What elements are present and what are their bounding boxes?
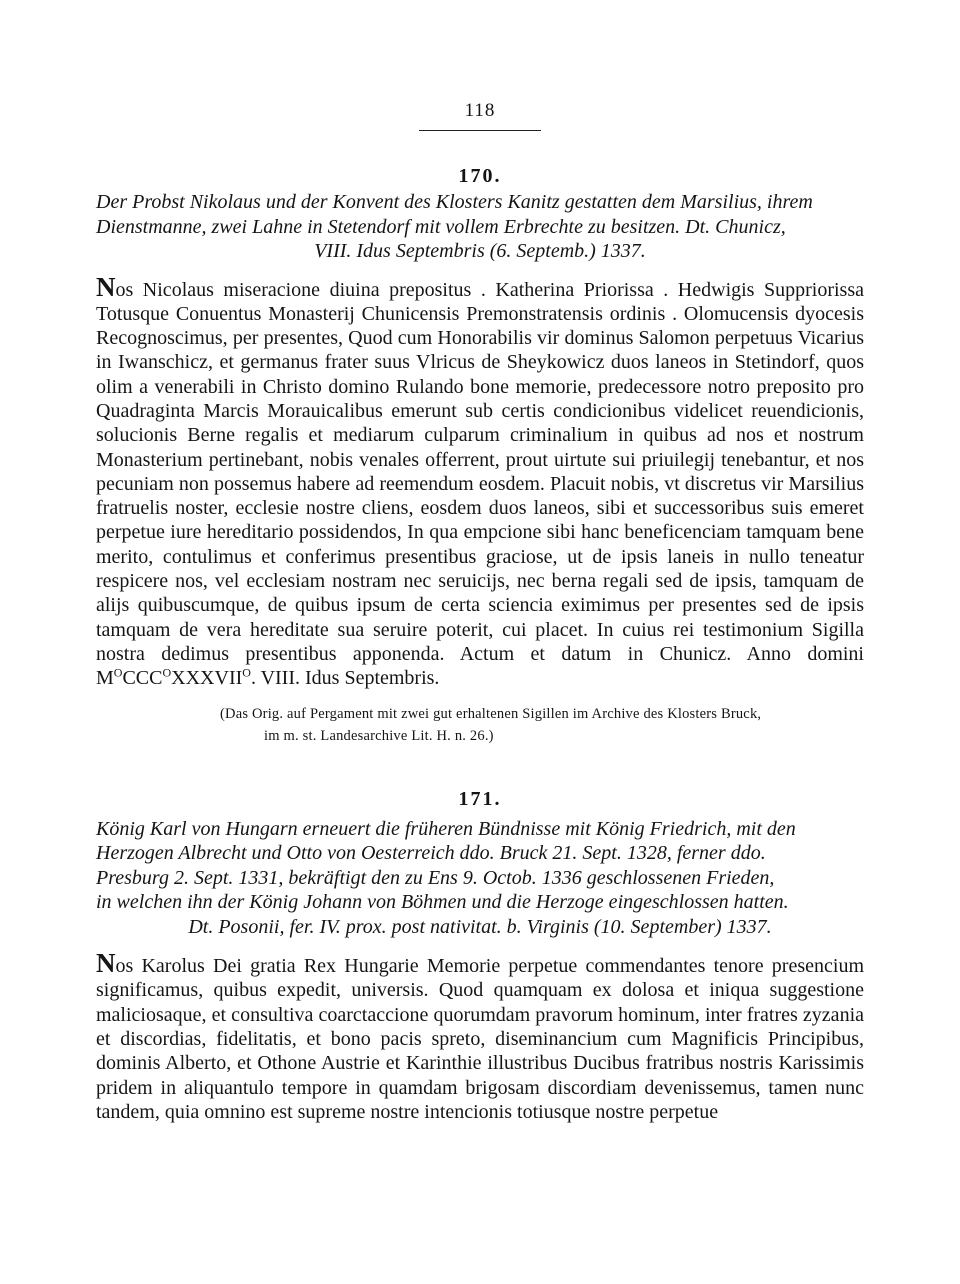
- document-summary: [96, 817, 864, 940]
- page-number: 118: [464, 100, 496, 121]
- charter-body: os Karolus Dei gratia Rex Hungarie Memorie perpetue commendantes tenore presencium significamus, quibus expedit, universis. Quod quamquam ex dolosa et iniqua suggestione maliciosaque, et consultiva coarctaccione quorumdam pravorum hominum, inter fratres zyzania et discordias, fidelitatis, et bono pacis spreto, diseminancium cum Magnificis Principibus, dominis Alberto, et Othone Austrie et Karinthie illustribus Ducibus fratribus nostris Karissimis pridem in aliquantulo tempore in quamdam brigosam discordiam devenissemus, tamen nunc tandem, quia omnino est supreme nostre intencionis totiusque nostre perpetue: [96, 955, 864, 1123]
- source-note-line: im m. st. Landesarchive Lit. H. n. 26.): [264, 727, 494, 744]
- initial-letter: N: [96, 948, 116, 979]
- date-part: CCC: [122, 667, 163, 690]
- superscript: O: [113, 665, 123, 680]
- superscript: O: [242, 665, 251, 680]
- document-number: 171.: [458, 787, 502, 810]
- summary-line: in welchen ihn der König Johann von Böhmen und die Herzoge eingeschlossen hatten.: [96, 891, 789, 914]
- page: [96, 100, 864, 1124]
- summary-line: Dt. Posonii, fer. IV. prox. post nativitat. b. Virginis (10. September) 1337.: [188, 915, 772, 938]
- charter-text: [96, 948, 864, 1124]
- source-note-line: (Das Orig. auf Pergament mit zwei gut erhaltenen Sigillen im Archive des Klosters Bruck,: [220, 705, 762, 722]
- page-number-rule: [419, 130, 541, 131]
- source-note: [96, 703, 864, 747]
- summary-line: König Karl von Hungarn erneuert die früheren Bündnisse mit König Friedrich, mit den: [96, 817, 796, 840]
- document-summary: [96, 190, 864, 264]
- summary-line: Dienstmanne, zwei Lahne in Stetendorf mit vollem Erbrechte zu besitzen. Dt. Chunicz,: [96, 215, 786, 238]
- summary-line: Herzogen Albrecht und Otto von Oesterreich ddo. Bruck 21. Sept. 1328, ferner ddo.: [96, 842, 766, 865]
- summary-line: Presburg 2. Sept. 1331, bekräftigt den zu Ens 9. Octob. 1336 geschlossenen Frieden,: [96, 866, 775, 889]
- superscript: O: [162, 665, 172, 680]
- document-number: 170.: [458, 165, 502, 187]
- date-part: XXXVII: [171, 667, 243, 690]
- charter-body: os Nicolaus miseracione diuina prepositus . Katherina Priorissa . Hedwigis Suppriorissa Totusque Conuentus Monasterij Chunicensis Premonstratensis ordinis . Olomucensis dyocesis Recognoscimus, per presentes, Quod cum Honorabilis vir dominus Salomon perpetuus Vicarius in Iwanschicz, et germanus frater suus Vlricus de Sheykowicz duos laneos in Stetindorf, quos olim a venerabili in Christo domino Rulando bone memorie, predecessore notro preposito pro Quadraginta Marcis Morauicalibus emerunt sub certis condicionibus videlicet reuendicionis, solucionis Berne regalis et mediarum culparum criminalium in quibus ad nos et nostrum Monasterium pertinebant, nobis venales offerrent, prout uirtute sui priuilegij tenebantur, et nos pecuniam non possemus habere ad reemendum eosdem. Placuit nobis, vt discretus vir Marsilius fratruelis noster, ecclesie nostre cliens, eosdem duos laneos, sibi et successoribus suis emeret perpetue iure hereditario possidendos, In qua empcione sibi hanc beneficenciam tamquam bene merito, contulimus et conferimus presentibus graciose, ut de ipsis laneis in nullo teneatur respicere nos, vel ecclesiam nostram nec seruicijs, nec berna regali sed de ipsis, tamquam de alijs quibuscumque, de quibus ipsum de certa sciencia eximimus per presentes sed de ipsis tamquam de vera hereditate sua seruire poterit, cui placet. In cuius rei testimonium Sigilla nostra dedimus presentibus apponenda. Actum et datum in Chunicz. Anno domini M: [96, 278, 864, 690]
- date-part: . VIII. Idus Septembris.: [250, 667, 440, 690]
- charter-text: [96, 271, 864, 691]
- summary-line: VIII. Idus Septembris (6. Septemb.) 1337.: [314, 240, 646, 262]
- initial-letter: N: [96, 271, 116, 302]
- summary-line: Der Probst Nikolaus und der Konvent des Klosters Kanitz gestatten dem Marsilius, ihrem: [96, 191, 813, 213]
